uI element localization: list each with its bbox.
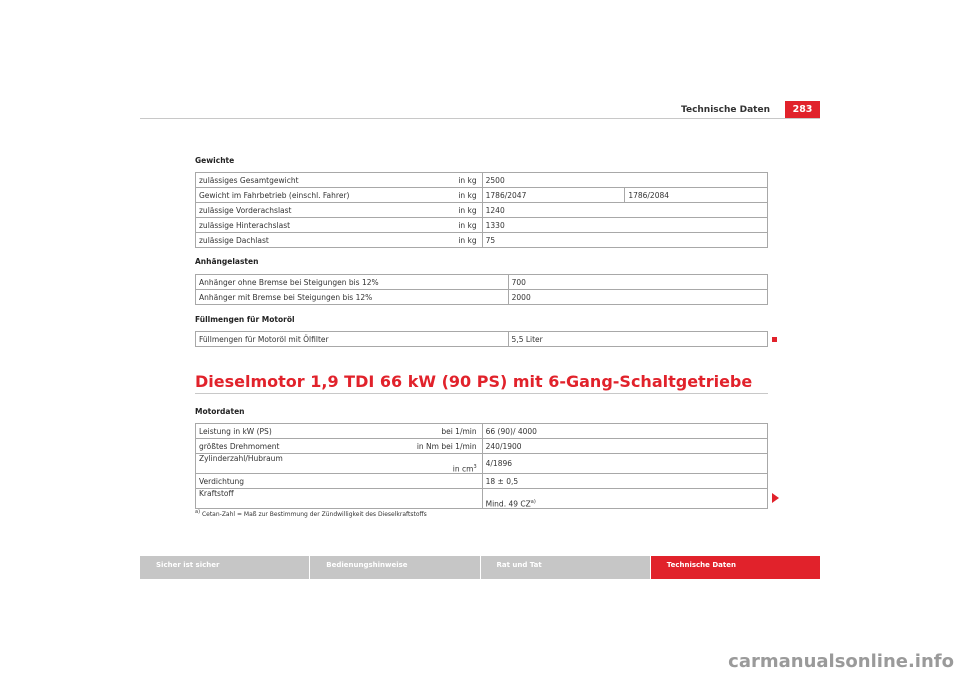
nav-tab-technische-daten[interactable]: Technische Daten [651,556,820,579]
table-row [196,173,768,188]
row-value: 1240 [482,203,767,218]
superscript: 3 [473,463,477,470]
row-label: zulässige Hinterachslast [196,218,356,233]
row-unit: bei 1/min [355,424,482,439]
row-value [482,489,767,509]
row-unit [355,474,482,489]
row-unit [355,454,482,474]
row-label: Zylinderzahl/Hubraum [196,454,356,474]
table-row [196,203,768,218]
row-unit: in kg [355,173,482,188]
row-value: 2500 [482,173,767,188]
section-label-gewichte: Gewichte [195,156,235,165]
table-row [196,275,768,290]
section-label-motordaten: Motordaten [195,407,245,416]
row-label: Füllmengen für Motoröl mit Ölfilter [196,332,509,347]
table-row [196,188,768,203]
table-row [196,290,768,305]
row-value-alt: 1786/2084 [625,188,768,203]
row-value-text: Mind. 49 CZ [485,499,531,508]
nav-tab-rat-und-tat[interactable]: Rat und Tat [481,556,651,579]
footnote [195,509,427,518]
table-row [196,233,768,248]
table-row [196,474,768,489]
row-label: zulässige Dachlast [196,233,356,248]
row-value: 1330 [482,218,767,233]
row-value: 240/1900 [482,439,767,454]
row-unit: in kg [355,203,482,218]
watermark: carmanualsonline.info [728,651,954,672]
footnote-text: Cetan-Zahl = Maß zur Bestimmung der Zündwilligkeit des Dieselkraftstoffs [201,511,427,518]
footnote-marker: a) [195,509,201,515]
table-row [196,424,768,439]
row-value: 5,5 Liter [508,332,767,347]
nav-tab-sicher[interactable]: Sicher ist sicher [140,556,310,579]
row-label: zulässige Vorderachslast [196,203,356,218]
row-unit: in kg [355,188,482,203]
trailer-loads-table [195,274,768,305]
page-number-badge: 283 [785,101,820,118]
section-label-fuellmengen: Füllmengen für Motoröl [195,315,295,324]
continue-arrow-icon [772,493,779,503]
row-label: Gewicht im Fahrbetrieb (einschl. Fahrer) [196,188,356,203]
row-unit: in kg [355,233,482,248]
table-row [196,332,768,347]
header-divider [140,118,820,119]
bottom-nav [140,556,820,579]
footnote-ref: a) [530,498,536,505]
engine-data-table [195,423,768,509]
row-value: 700 [508,275,767,290]
row-label: Anhänger ohne Bremse bei Steigungen bis 12% [196,275,509,290]
section-end-icon [772,337,777,342]
row-unit-text: in cm [452,464,474,473]
row-unit [355,489,482,509]
row-value: 2000 [508,290,767,305]
header-title: Technische Daten [681,105,770,115]
row-label: Leistung in kW (PS) [196,424,356,439]
table-row [196,454,768,474]
row-unit: in Nm bei 1/min [355,439,482,454]
weights-table [195,172,768,248]
row-label: Anhänger mit Bremse bei Steigungen bis 12% [196,290,509,305]
section-label-anhaengelasten: Anhängelasten [195,257,259,266]
row-value: 1786/2047 [482,188,625,203]
row-label: größtes Drehmoment [196,439,356,454]
row-label: Verdichtung [196,474,356,489]
nav-tab-bedienungshinweise[interactable]: Bedienungshinweise [310,556,480,579]
row-label: zulässiges Gesamtgewicht [196,173,356,188]
row-value: 4/1896 [482,454,767,474]
table-row [196,489,768,509]
row-label: Kraftstoff [196,489,356,509]
table-row [196,439,768,454]
row-value: 18 ± 0,5 [482,474,767,489]
row-value: 75 [482,233,767,248]
oil-capacity-table [195,331,768,347]
row-unit: in kg [355,218,482,233]
row-value: 66 (90)/ 4000 [482,424,767,439]
table-row [196,218,768,233]
main-heading: Dieselmotor 1,9 TDI 66 kW (90 PS) mit 6-Gang-Schaltgetriebe [195,373,768,394]
